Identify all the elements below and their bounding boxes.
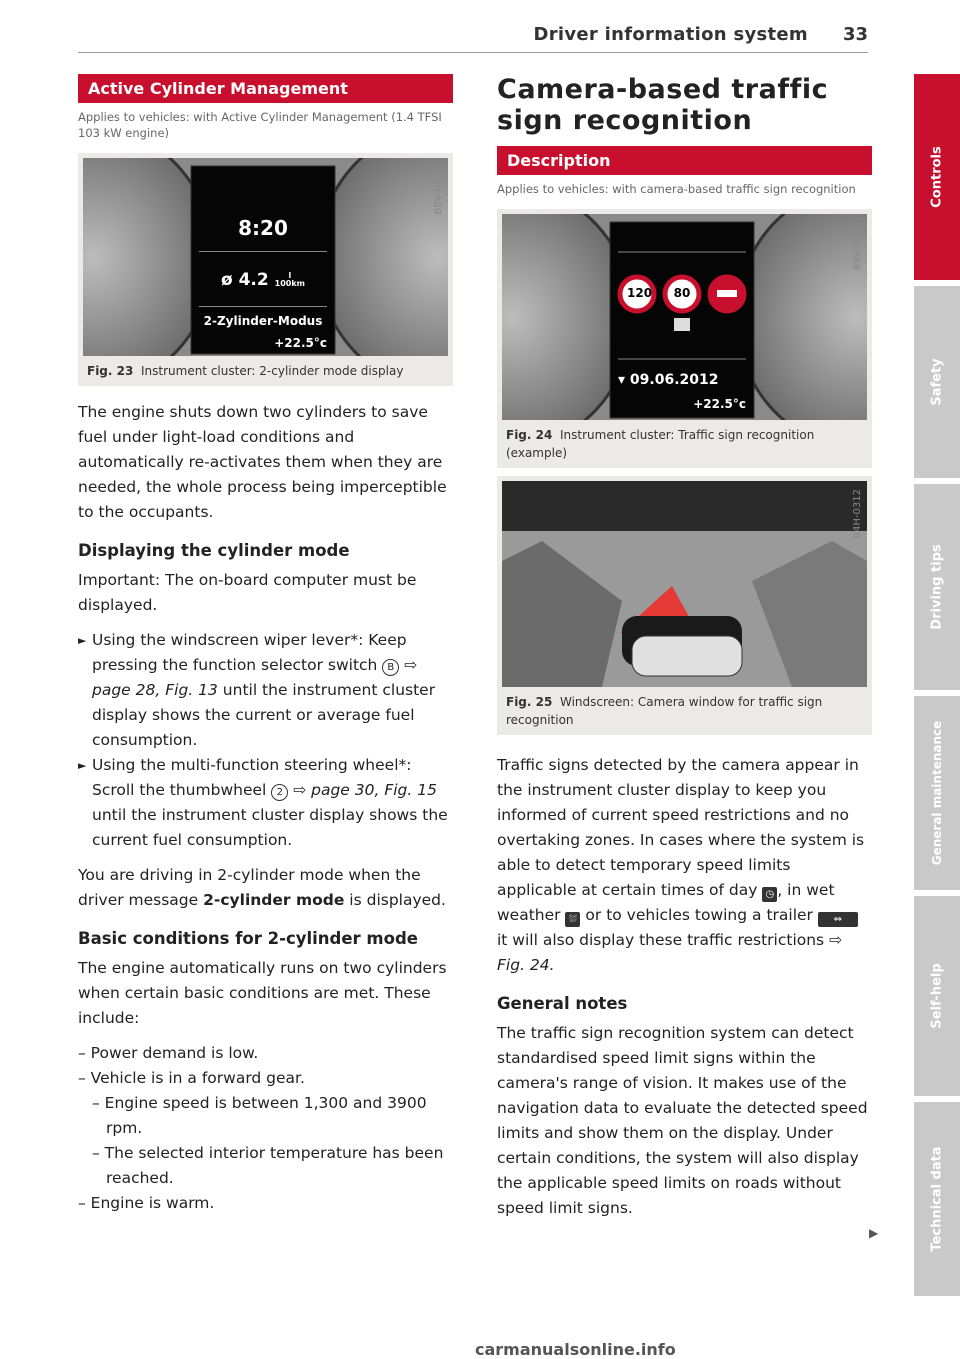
windscreen-image (502, 481, 867, 687)
main-title: Camera-based traffic sign recognition (497, 74, 829, 136)
page-header (78, 22, 868, 53)
applies-note: Applies to vehicles: with camera-based traffic sign recognition (497, 182, 856, 196)
continue-arrow-icon: ▶ (869, 1226, 879, 1240)
page-reference-link[interactable]: ⇨ page 30, Fig. 15 (293, 781, 437, 799)
trailer-icon: ⇔ (818, 912, 858, 927)
basic-intro: The engine automatically runs on two cylinders when certain basic conditions are met. These include: (78, 959, 447, 1027)
figure-caption: Fig. 23 Instrument cluster: 2-cylinder mode display (87, 364, 404, 378)
general-notes-paragraph: The traffic sign recognition system can detect standardised speed limit signs within the camera's range of vision. It makes use of the navigation data to evaluate the detected speed limits and show them on the display. Under certain conditions, the system will also display the applicable speed limits on roads without speed limit signs. (497, 1024, 868, 1217)
bullet-arrow-icon: ► (78, 759, 87, 772)
cluster-time: 8:20 (238, 216, 288, 240)
traffic-sign-paragraph: Traffic signs detected by the camera appear in the instrument cluster display to keep you informed of current speed restrictions and no overtaking zones. In cases where the system is able to detect temporary speed limits applicable at certain times of day ◷ , in wet weather ⛆ or to vehicles towing a trailer ⇔ it will also display these traffic restrictions ⇨ Fig. 24. (497, 756, 865, 974)
heading-general-notes: General notes (497, 994, 628, 1013)
cluster-image-traffic (502, 214, 867, 420)
speed-sign-80: 80 (673, 286, 691, 300)
list-item: – Engine is warm. (78, 1194, 215, 1212)
tab-driving-tips[interactable]: Driving tips (914, 484, 960, 690)
figure-24 (497, 209, 872, 468)
section-title-acm: Active Cylinder Management (78, 74, 453, 103)
figure-25 (497, 476, 872, 735)
header-title: Driver information system (533, 24, 808, 45)
clock-icon: ◷ (762, 887, 777, 902)
section-title-description: Description (497, 146, 872, 175)
tab-technical-data[interactable]: Technical data (914, 1102, 960, 1296)
tab-safety[interactable]: Safety (914, 286, 960, 478)
important-note: Important: The on-board computer must be displayed. (78, 571, 417, 614)
figure-23 (78, 153, 453, 386)
cluster-date: ▾ 09.06.2012 (618, 372, 719, 388)
windscreen-svg (502, 481, 867, 687)
page-reference-link[interactable]: ⇨ page 28, Fig. 13 (92, 656, 418, 699)
figure-code: B8V-0179 (433, 166, 444, 215)
heading-basic-conditions: Basic conditions for 2-cylinder mode (78, 929, 418, 948)
left-column (78, 74, 453, 1216)
intro-paragraph: The engine shuts down two cylinders to save fuel under light-load conditions and automatically re-activates them when they are needed, the whole process being imperceptible to the occupants. (78, 403, 447, 521)
list-item: – Power demand is low. (78, 1044, 259, 1062)
list-item: – Engine speed is between 1,300 and 3900 rpm. (92, 1094, 427, 1137)
watermark: carmanualsonline.info (475, 1340, 676, 1359)
circled-2-icon: 2 (271, 784, 288, 801)
speed-sign-120: 120 (627, 286, 653, 300)
bullet-arrow-icon: ► (78, 634, 87, 647)
figure-code: B8V-0085 (852, 222, 863, 271)
right-column (497, 74, 872, 1231)
heading-displaying: Displaying the cylinder mode (78, 541, 350, 560)
tab-self-help[interactable]: Self-help (914, 896, 960, 1096)
list-item-steering: ► Using the multi-function steering wheel*: Scroll the thumbwheel 2 ⇨ page 30, Fig. 15 until the instrument cluster display shows the current fuel consumption. (78, 753, 453, 853)
list-item: – The selected interior temperature has been reached. (92, 1144, 444, 1187)
figure-caption: Fig. 24 Instrument cluster: Traffic sign recognition (example) (506, 428, 815, 460)
list-item-wiper: ► Using the windscreen wiper lever*: Keep pressing the function selector switch B ⇨ page 28, Fig. 13 until the instrument cluster display shows the current or average fuel consumption. (78, 628, 453, 753)
cluster-temp: +22.5°c (274, 336, 327, 350)
list-item: – Vehicle is in a forward gear. (78, 1069, 305, 1087)
rain-icon: ⛆ (565, 912, 580, 927)
tab-controls[interactable]: Controls (914, 74, 960, 280)
cluster-image-2cyl (83, 158, 448, 356)
applies-note: Applies to vehicles: with Active Cylinder Management (1.4 TFSI 103 kW engine) (78, 110, 442, 140)
figure-code: B4H-0312 (852, 489, 863, 539)
cluster-consumption: ø 4.2 l 100km (221, 270, 305, 290)
cluster-temp: +22.5°c (693, 397, 746, 411)
driving-paragraph: You are driving in 2-cylinder mode when the driver message 2-cylinder mode is displayed. (78, 866, 446, 909)
circled-b-icon: B (382, 659, 399, 676)
page-number: 33 (842, 24, 868, 45)
cluster-mode: 2-Zylinder-Modus (203, 314, 323, 328)
figure-reference-link[interactable]: ⇨ Fig. 24. (497, 931, 843, 974)
tab-general-maintenance[interactable]: General maintenance (914, 696, 960, 890)
figure-caption: Fig. 25 Windscreen: Camera window for traffic sign recognition (506, 695, 823, 727)
